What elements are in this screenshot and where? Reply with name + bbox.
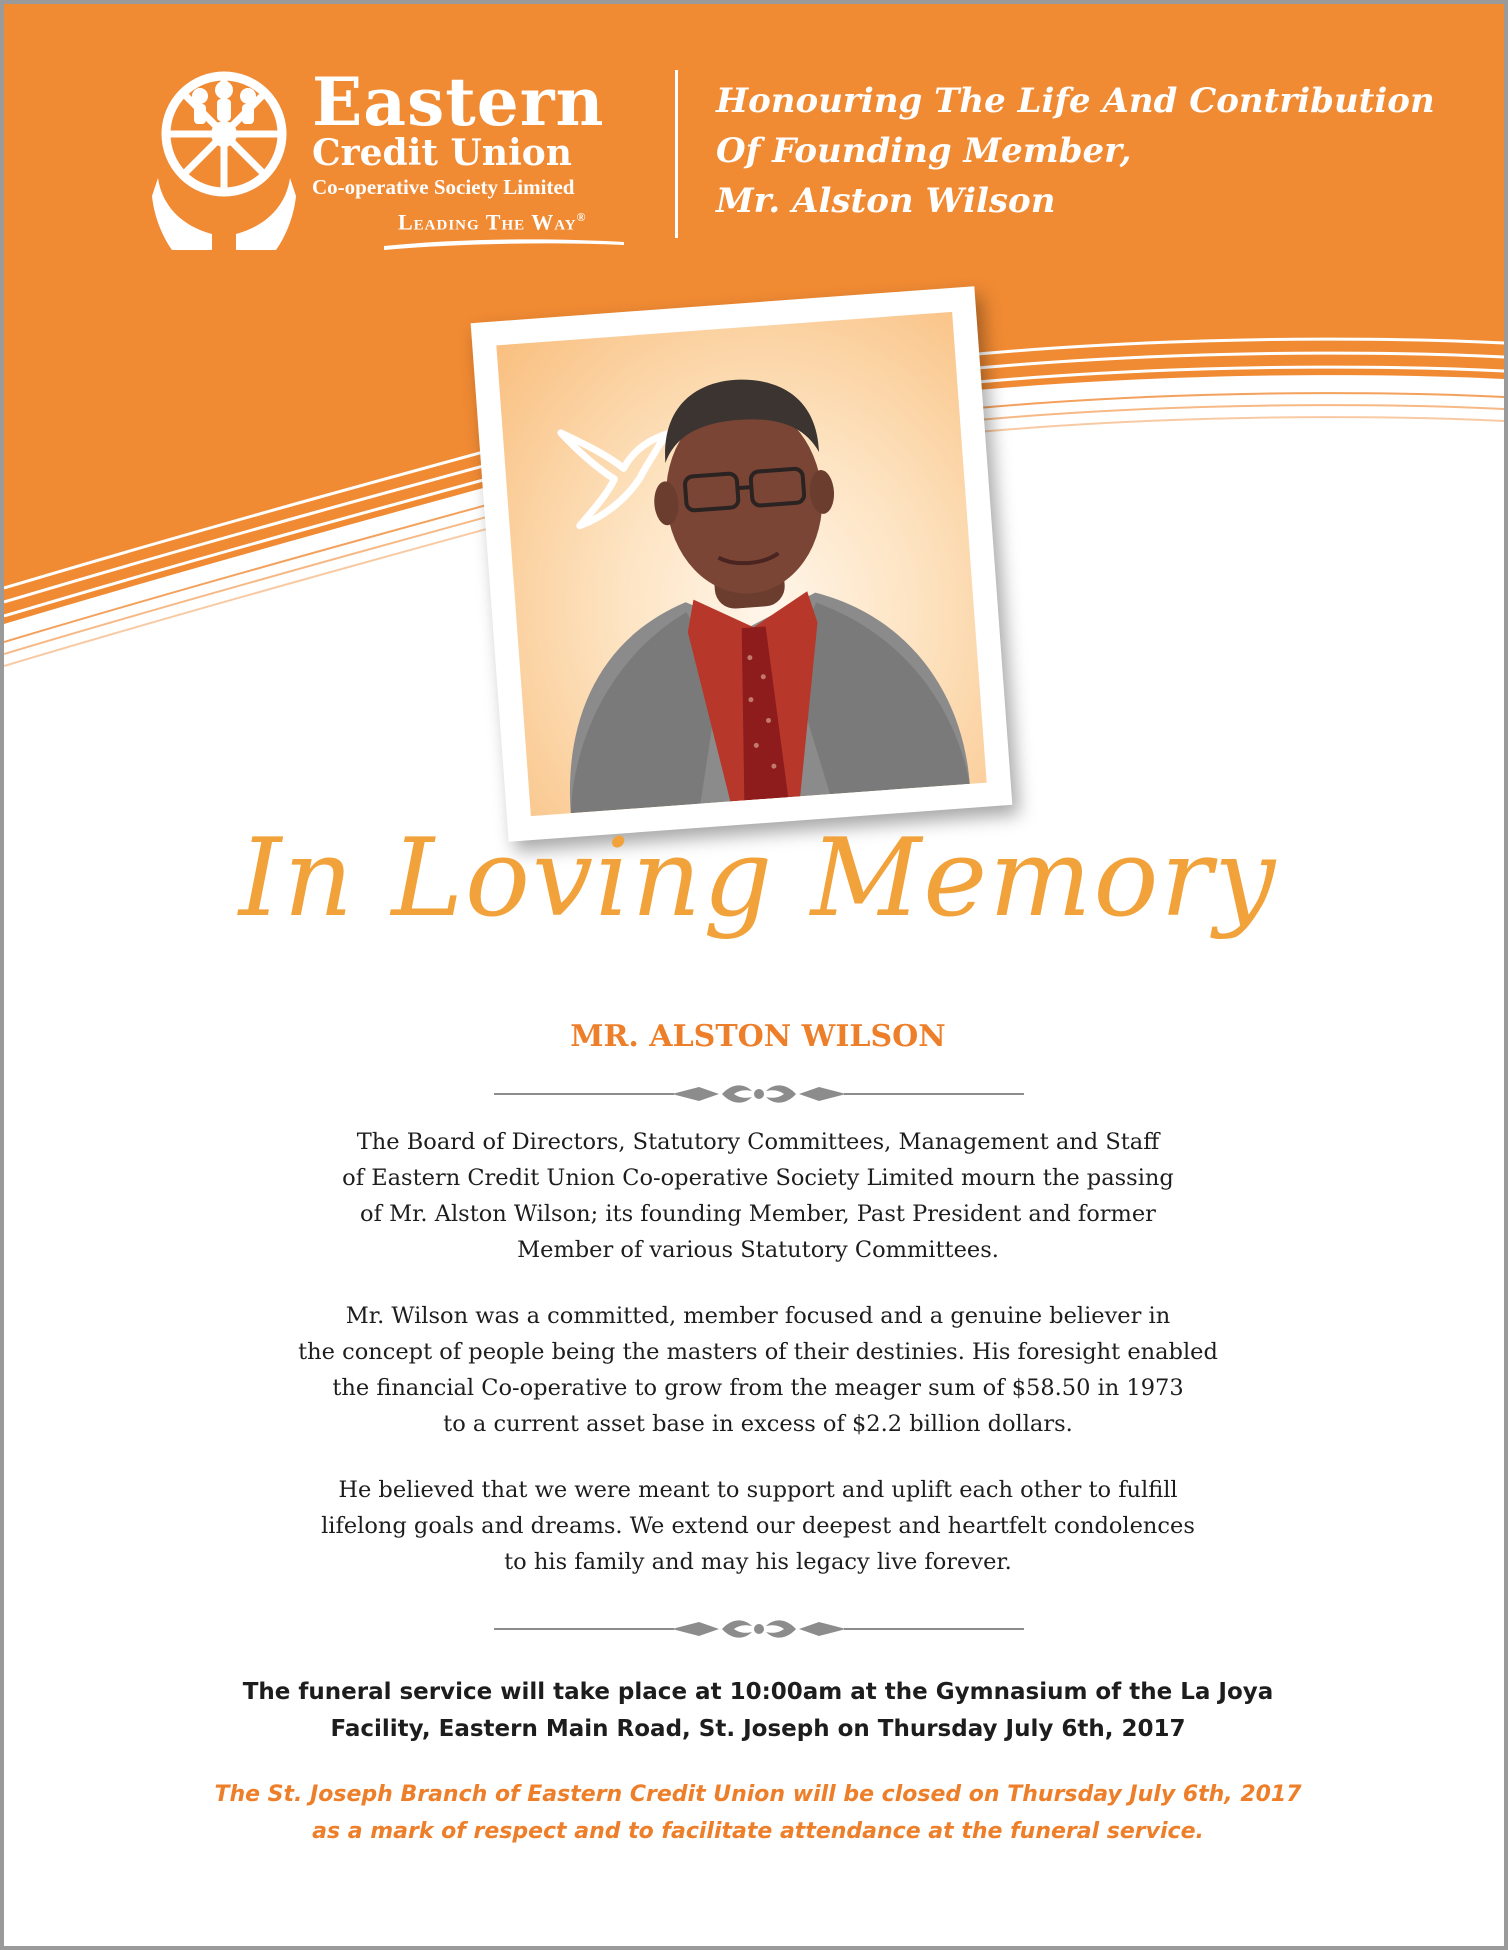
paragraph-line: lifelong goals and dreams. We extend our deepest and heartfelt condolences bbox=[321, 1513, 1195, 1539]
branch-closure-notice bbox=[124, 1776, 1392, 1850]
logo-name-line2: Credit Union bbox=[312, 132, 572, 174]
portrait-frame bbox=[471, 286, 1013, 842]
paragraph-line: Member of various Statutory Committees. bbox=[517, 1237, 999, 1263]
paragraph-line: The Board of Directors, Statutory Committees, Management and Staff bbox=[356, 1129, 1160, 1155]
wheel-hands-family-icon bbox=[152, 66, 302, 251]
paragraph-line: the concept of people being the masters of their destinies. His foresight enabled bbox=[298, 1339, 1218, 1365]
paragraph-line: the financial Co-operative to grow from the meager sum of $58.50 in 1973 bbox=[332, 1375, 1184, 1401]
logo-tagline bbox=[398, 204, 587, 235]
funeral-service-details bbox=[124, 1674, 1392, 1748]
logo-name: Eastern bbox=[312, 63, 605, 141]
paragraph-1 bbox=[154, 1124, 1362, 1268]
registered-mark: ® bbox=[576, 210, 587, 224]
portrait-photo bbox=[496, 312, 986, 816]
eastern-credit-union-logo bbox=[152, 63, 652, 256]
paragraph-line: of Eastern Credit Union Co-operative Society Limited mourn the passing bbox=[342, 1165, 1174, 1191]
notice-line: as a mark of respect and to facilitate attendance at the funeral service. bbox=[312, 1819, 1204, 1844]
header-divider bbox=[675, 70, 678, 238]
logo-tagline-text: Leading The Way bbox=[398, 209, 577, 235]
paragraph-line: Mr. Wilson was a committed, member focused and a genuine believer in bbox=[345, 1303, 1171, 1329]
paragraph-line: of Mr. Alston Wilson; its founding Member, Past President and former bbox=[360, 1201, 1156, 1227]
in-loving-memory-heading: In Loving Memory bbox=[238, 816, 1278, 941]
paragraph-line: He believed that we were meant to support and uplift each other to fulfill bbox=[338, 1477, 1178, 1503]
portrait-illustration bbox=[496, 312, 986, 816]
ornament-divider-bottom bbox=[494, 1614, 1024, 1644]
paragraph-line: to his family and may his legacy live forever. bbox=[504, 1549, 1012, 1575]
honour-heading bbox=[716, 76, 1456, 226]
deceased-name: MR. ALSTON WILSON bbox=[570, 1019, 946, 1054]
service-line: The funeral service will take place at 10:00am at the Gymnasium of the La Joya bbox=[242, 1679, 1274, 1705]
service-line: Facility, Eastern Main Road, St. Joseph on Thursday July 6th, 2017 bbox=[330, 1716, 1186, 1742]
logo-subtitle: Co-operative Society Limited bbox=[312, 175, 575, 199]
notice-line: The St. Joseph Branch of Eastern Credit Union will be closed on Thursday July 6th, 2017 bbox=[214, 1782, 1302, 1807]
paragraph-2 bbox=[154, 1298, 1362, 1442]
paragraph-line: to a current asset base in excess of $2.2 billion dollars. bbox=[443, 1411, 1073, 1437]
honour-line: Of Founding Member, bbox=[716, 131, 1132, 171]
tagline-swoosh bbox=[384, 236, 624, 250]
ornament-divider-top bbox=[494, 1079, 1024, 1109]
honour-line: Mr. Alston Wilson bbox=[716, 181, 1056, 221]
honour-line: Honouring The Life And Contribution bbox=[716, 81, 1435, 121]
paragraph-3 bbox=[154, 1472, 1362, 1580]
